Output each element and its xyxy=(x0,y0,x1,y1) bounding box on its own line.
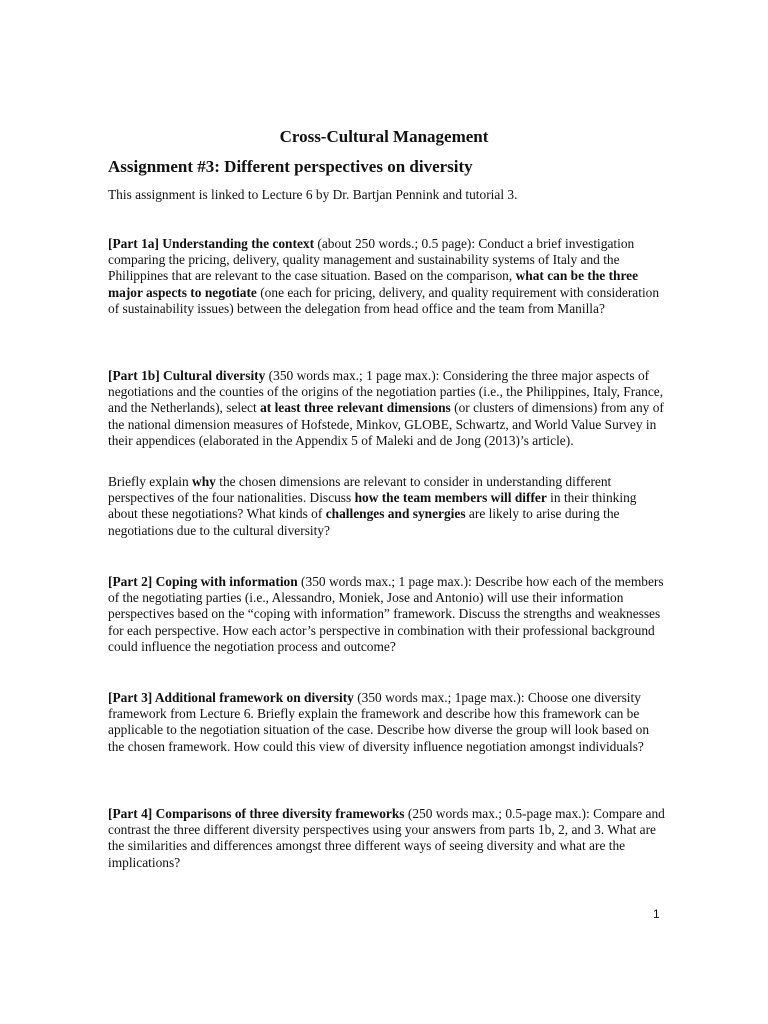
part-1a-bold-1: what can be the three major aspects to negotiate xyxy=(108,268,639,300)
part-1b-followup-bold-1: why xyxy=(192,474,216,489)
part-2-heading: [Part 2] Coping with information xyxy=(108,574,298,589)
part-1b-bold-1: at least three relevant dimensions xyxy=(260,400,451,416)
part-1b-text-2: (or clusters of dimensions) from any of the national dimension measures of Hofstede, Minkov, GLOBE, Schwartz, and World Value Survey in their appendices (elaborated in the Appendix 5 of Maleki and de Jong (2013)’s article). xyxy=(108,400,664,448)
part-4-paragraph xyxy=(108,806,668,871)
part-1a-heading: [Part 1a] Understanding the context xyxy=(108,236,315,251)
part-1b-followup-text-3: in their thinking about these negotiations? What kinds of xyxy=(108,490,637,522)
part-4-text-1: (250 words max.; 0.5-page max.): Compare and contrast the three different diversity perspectives using your answers from parts 1b, 2, and 3. What are the similarities and differences amongst three different ways of seeing diversity and what are the implications? xyxy=(108,806,665,870)
part-3-paragraph xyxy=(108,690,668,755)
part-1b-followup-text-2: the chosen dimensions are relevant to consider in understanding different perspectives of the four nationalities. Discuss xyxy=(108,474,612,506)
document-title: Cross-Cultural Management xyxy=(279,127,489,146)
part-1b-followup-text-4: are likely to arise during the negotiations due to the cultural diversity? xyxy=(108,506,620,538)
part-1a-paragraph xyxy=(108,236,668,317)
part-3-text-1: (350 words max.; 1page max.): Choose one diversity framework from Lecture 6. Briefly explain the framework and describe how this framework can be applicable to the negotiation situation of the case. Describe how diverse the group will look based on the chosen framework. How could this view of diversity influence negotiation amongst individuals? xyxy=(108,690,650,754)
part-1b-paragraph xyxy=(108,368,668,449)
part-1b-followup-text-1: Briefly explain xyxy=(108,474,193,489)
assignment-subtitle: Assignment #3: Different perspectives on diversity xyxy=(108,157,473,176)
part-3-heading: [Part 3] Additional framework on diversity xyxy=(108,690,354,705)
part-1b-heading: [Part 1b] Cultural diversity xyxy=(108,368,266,383)
page-number: 1 xyxy=(653,907,660,921)
part-1b-followup-paragraph xyxy=(108,474,668,539)
part-1a-text-1: (about 250 words.; 0.5 page): Conduct a brief investigation comparing the pricing, delivery, quality management and sustainability systems of Italy and the Philippines that are relevant to the case situation. Based on the comparison, xyxy=(108,236,635,284)
intro-line: This assignment is linked to Lecture 6 by Dr. Bartjan Pennink and tutorial 3. xyxy=(108,187,518,202)
part-1b-followup-bold-3: challenges and synergies xyxy=(325,506,466,522)
part-1b-followup-bold-2: how the team members will differ xyxy=(354,490,547,506)
part-4-heading: [Part 4] Comparisons of three diversity frameworks xyxy=(108,806,405,821)
part-1b-text-1: (350 words max.; 1 page max.): Considering the three major aspects of negotiations and the counties of the origins of the negotiation parties (i.e., the Philippines, Italy, France, and the Netherlands), select xyxy=(108,368,664,416)
part-2-paragraph xyxy=(108,574,668,655)
part-1a-text-2: (one each for pricing, delivery, and quality requirement with consideration of sustainability issues) between the delegation from head office and the team from Manilla? xyxy=(108,284,660,316)
part-2-text-1: (350 words max.; 1 page max.): Describe how each of the members of the negotiating parties (i.e., Alessandro, Moniek, Jose and Antonio) will use their information perspectives based on the “coping with information” framework. Discuss the strengths and weaknesses for each perspective. How each actor’s perspective in combination with their professional background could influence the negotiation process and outcome? xyxy=(108,574,664,654)
